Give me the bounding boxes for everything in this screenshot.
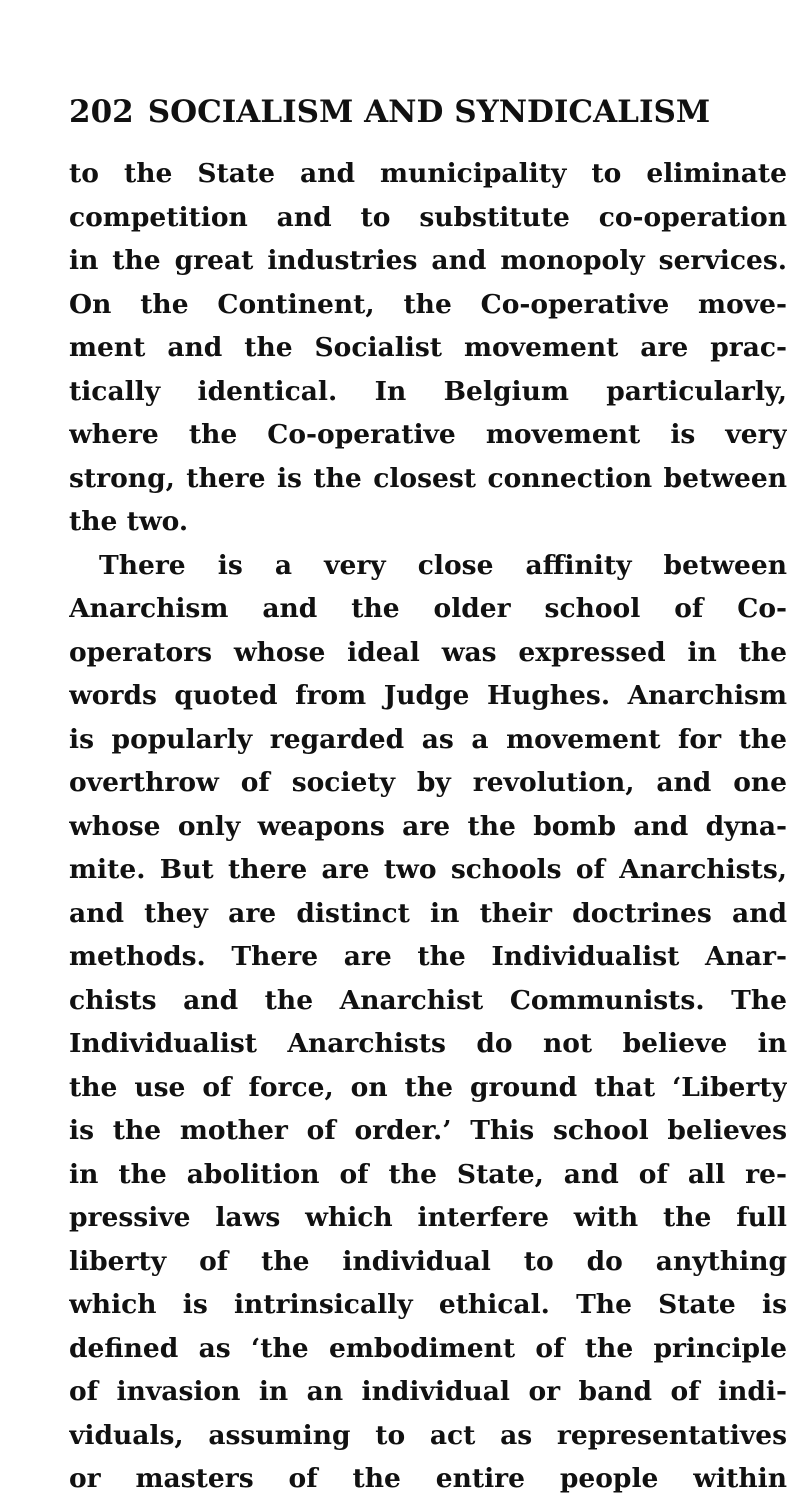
text-line: chists and the Anarchist Communists. The [69, 984, 787, 1016]
text-line: strong, there is the closest connection between [69, 462, 787, 494]
text-line: liberty of the individual to do anything [69, 1245, 787, 1277]
text-line: and they are distinct in their doctrines and [69, 897, 787, 929]
text-line: Individualist Anarchists do not believe in [69, 1028, 787, 1059]
text-line: words quoted from Judge Hughes. Anarchism [69, 680, 787, 711]
text-line: in the great industries and monopoly services. [69, 245, 787, 276]
text-line: competition and to substitute co-operation [69, 201, 787, 233]
text-line: the use of force, on the ground that ‘Liberty [69, 1071, 787, 1103]
text-line: defined as ‘the embodiment of the principle [69, 1332, 787, 1364]
text-line: or masters of the entire people within [69, 1463, 787, 1494]
text-line: overthrow of society by revolution, and one [69, 767, 787, 798]
text-line: in the abolition of the State, and of all re- [69, 1158, 787, 1190]
text-line: Anarchism and the older school of Co- [69, 593, 787, 624]
running-title: SOCIALISM AND SYNDICALISM [147, 94, 711, 130]
text-line: where the Co-operative movement is very [69, 419, 787, 450]
page-number: 202 [69, 94, 134, 130]
paragraph-end-line: the two. [69, 506, 189, 537]
text-line: mite. But there are two schools of Anarchists, [69, 854, 787, 885]
text-line: whose only weapons are the bomb and dyna- [69, 810, 787, 842]
text-line: ment and the Socialist movement are prac- [69, 332, 787, 363]
text-line: of invasion in an individual or band of indi- [69, 1376, 787, 1407]
text-line: viduals, assuming to act as representatives [69, 1419, 787, 1451]
running-header [69, 88, 719, 136]
text-line: operators whose ideal was expressed in the [69, 636, 787, 668]
text-line: which is intrinsically ethical. The State is [69, 1289, 787, 1320]
body-text [69, 152, 787, 1501]
text-line: is the mother of order.’ This school believes [69, 1115, 787, 1146]
paragraph-start-line: There is a very close affinity between [99, 549, 787, 581]
text-line: methods. There are the Individualist Anar- [69, 941, 787, 972]
text-line: pressive laws which interfere with the full [69, 1202, 787, 1233]
text-line: On the Continent, the Co-operative move- [69, 288, 787, 320]
text-line: is popularly regarded as a movement for the [69, 723, 787, 755]
text-line: to the State and municipality to eliminate [69, 158, 787, 189]
text-line: tically identical. In Belgium particularly, [69, 375, 787, 407]
